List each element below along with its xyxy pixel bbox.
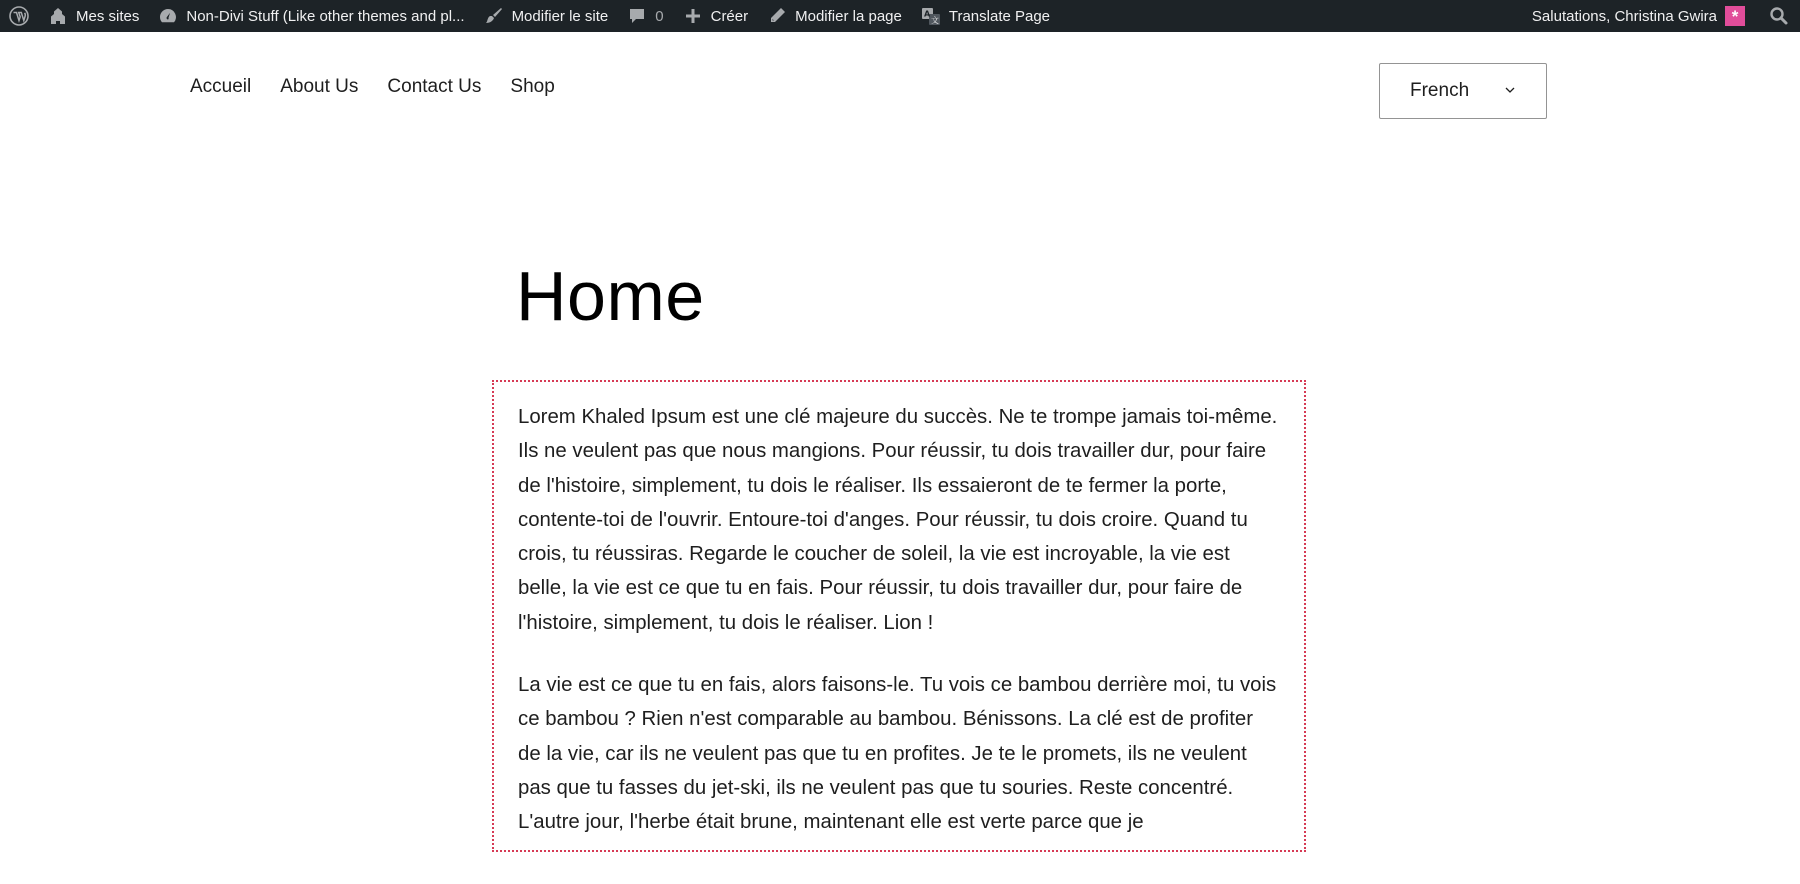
user-greeting: Salutations, Christina Gwira (1531, 7, 1717, 25)
translate-page-link[interactable] (911, 0, 1059, 32)
nav-link-about-us[interactable]: About Us (280, 76, 359, 97)
paragraph-2: La vie est ce que tu en fais, alors faisons-le. Tu vois ce bambou derrière moi, tu vois ce bambou ? Rien n'est comparable au bambou. Bénissons. La clé est de profiter de la vie, car ils ne veulent pas que tu en profites. Je te le promets, ils ne veulent pas que tu fasses du jet-ski, ils ne veulent pas que tu souries. Reste concentré. L'autre jour, l'herbe était brune, maintenant elle est verte parce que je (518, 674, 1277, 834)
pencil-icon (766, 5, 788, 27)
my-sites-label: Mes sites (76, 7, 140, 25)
language-select-value: French (1410, 80, 1470, 101)
wordpress-logo-icon (8, 5, 30, 27)
avatar: * (1725, 6, 1745, 26)
translate-page-label: Translate Page (948, 7, 1051, 25)
edit-page-link[interactable] (757, 0, 911, 32)
new-content-menu[interactable] (673, 0, 758, 32)
dashboard-icon (157, 5, 179, 27)
comment-icon (626, 5, 648, 27)
svg-text:A: A (923, 9, 931, 19)
language-select[interactable] (1379, 63, 1547, 119)
new-content-label: Créer (710, 7, 749, 25)
content-block (492, 380, 1306, 852)
plus-icon (682, 5, 704, 27)
my-sites-icon (47, 5, 69, 27)
chevron-down-icon (1503, 83, 1517, 97)
customize-site-label: Modifier le site (511, 7, 609, 25)
primary-navigation (190, 76, 584, 98)
nav-link-accueil[interactable]: Accueil (190, 76, 252, 97)
my-sites-menu[interactable] (38, 0, 148, 32)
nav-link-shop[interactable]: Shop (510, 76, 555, 97)
customize-brush-icon (483, 5, 505, 27)
site-name-label: Non-Divi Stuff (Like other themes and pl... (186, 7, 465, 25)
search-icon (1768, 5, 1790, 27)
edit-page-label: Modifier la page (795, 7, 902, 25)
comment-count: 0 (655, 7, 664, 25)
page-title: Home (516, 257, 705, 335)
nav-link-contact-us[interactable]: Contact Us (387, 76, 482, 97)
site-name-menu[interactable] (148, 0, 473, 32)
wordpress-menu[interactable] (0, 0, 38, 32)
admin-search-button[interactable] (1754, 0, 1800, 32)
translate-icon (920, 5, 942, 27)
svg-text:文: 文 (930, 16, 939, 25)
customize-site-link[interactable] (474, 0, 618, 32)
comments-link[interactable] (617, 0, 672, 32)
admin-bar (0, 0, 1800, 32)
paragraph-1: Lorem Khaled Ipsum est une clé majeure du succès. Ne te trompe jamais toi-même. Ils ne veulent pas que nous mangions. Pour réussir, tu dois travailler dur, pour faire de l'histoire, simplement, tu dois le réaliser. Ils essaieront de te fermer la porte, contente-toi de l'ouvrir. Entoure-toi d'anges. Pour réussir, tu dois croire. Quand tu crois, tu réussiras. Regarde le coucher de soleil, la vie est incroyable, la vie est belle, la vie est ce que tu en fais. Pour réussir, tu dois travailler dur, pour faire de l'histoire, simplement, tu dois le réaliser. Lion ! (518, 406, 1278, 634)
my-account-menu[interactable] (1523, 0, 1754, 32)
